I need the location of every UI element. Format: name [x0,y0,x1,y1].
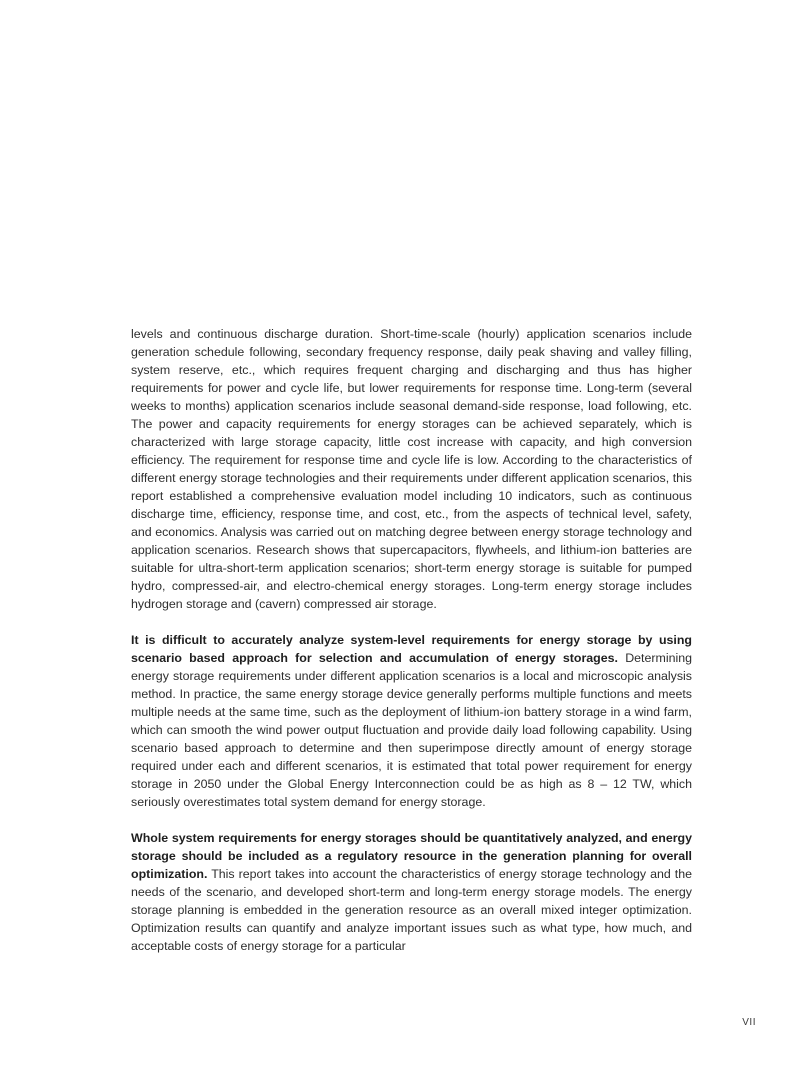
body-text [131,325,692,973]
page-number: VII [742,1017,756,1028]
paragraph-3-lead: Whole system requirements for energy storages should be quantitatively analyzed, and energy storage should be included as a regulatory resource in the generation planning for overall optimization. [131,831,692,881]
paragraph-3-text: This report takes into account the characteristics of energy storage technology and the needs of the scenario, and developed short-term and long-term energy storage models. The energy storage planning is embedded in the generation resource as an overall mixed integer optimization. Optimization results can quantify and analyze important issues such as what type, how much, and acceptable costs of energy storage for a particular [131,867,692,953]
paragraph-2-lead: It is difficult to accurately analyze system-level requirements for energy storage by using scenario based approach for selection and accumulation of energy storages. [131,633,692,665]
paragraph-2-text: Determining energy storage requirements under different application scenarios is a local and microscopic analysis method. In practice, the same energy storage device generally performs multiple functions and meets multiple needs at the same time, such as the deployment of lithium-ion battery storage in a wind farm, which can smooth the wind power output fluctuation and provide daily load following capability. Using scenario based approach to determine and then superimpose directly amount of energy storage required under each and different scenarios, it is estimated that total power requirement for energy storage in 2050 under the Global Energy Interconnection could be as high as 8 – 12 TW, which seriously overestimates total system demand for energy storage. [131,651,692,809]
paragraph-3 [131,829,692,955]
paragraph-1 [131,325,692,613]
paragraph-1-text: levels and continuous discharge duration. Short-time-scale (hourly) application scenarios include generation schedule following, secondary frequency response, daily peak shaving and valley filling, system reserve, etc., which requires frequent charging and discharging and thus has higher requirements for power and cycle life, but lower requirements for response time. Long-term (several weeks to months) application scenarios include seasonal demand-side response, load following, etc. The power and capacity requirements for energy storages can be achieved separately, which is characterized with large storage capacity, little cost increase with capacity, and high conversion efficiency. The requirement for response time and cycle life is low. According to the characteristics of different energy storage technologies and their requirements under different application scenarios, this report established a comprehensive evaluation model including 10 indicators, such as continuous discharge time, efficiency, response time, and cost, etc., from the aspects of technical level, safety, and economics. Analysis was carried out on matching degree between energy storage technology and application scenarios. Research shows that supercapacitors, flywheels, and lithium-ion batteries are suitable for ultra-short-term application scenarios; short-term energy storage is suitable for pumped hydro, compressed-air, and electro-chemical energy storages. Long-term energy storage includes hydrogen storage and (cavern) compressed air storage. [131,327,692,611]
paragraph-2 [131,631,692,811]
